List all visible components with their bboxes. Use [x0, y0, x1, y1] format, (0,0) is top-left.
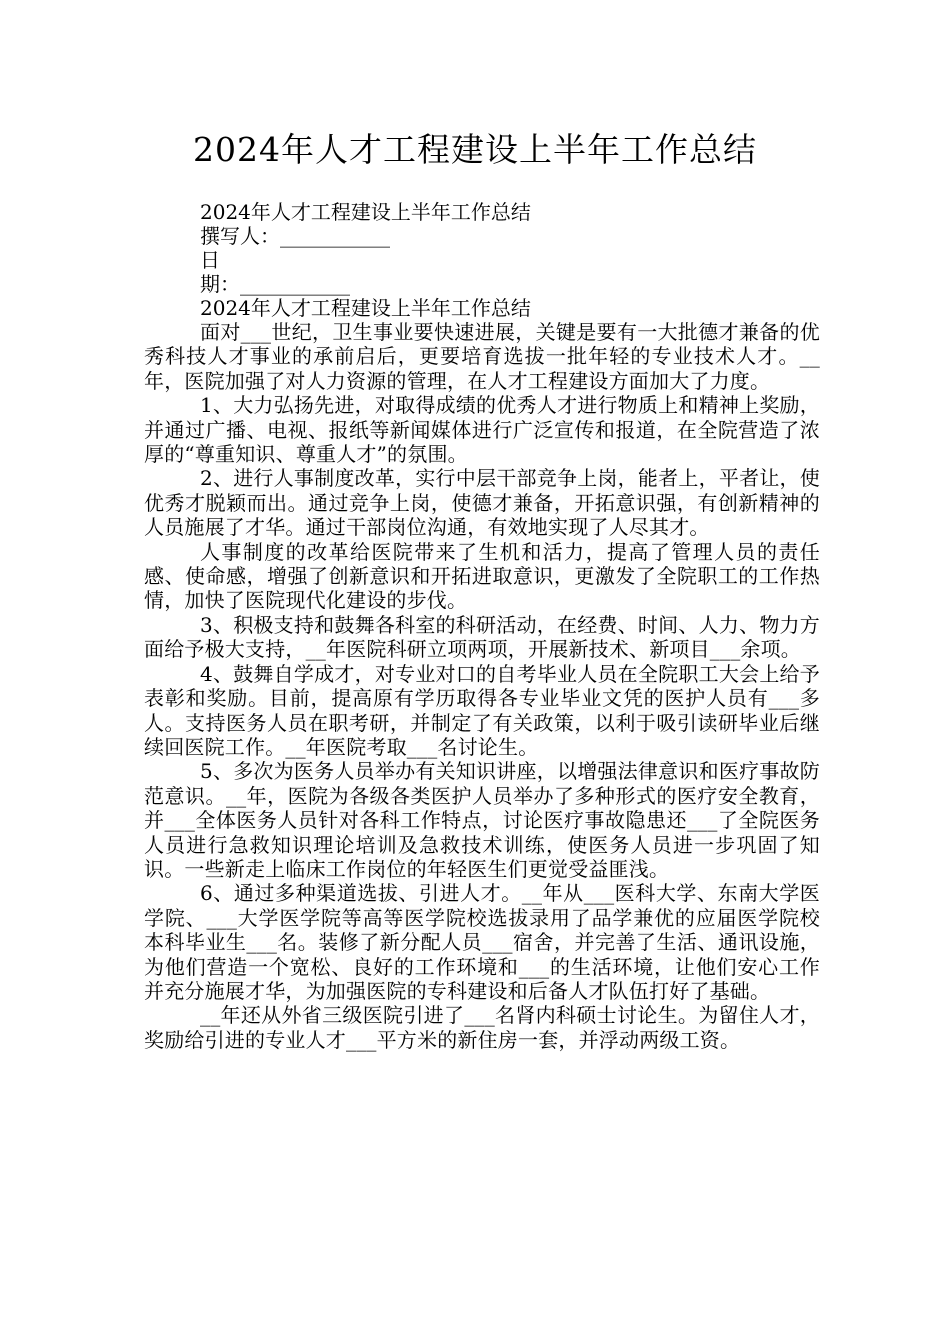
paragraph-1: 1、大力弘扬先进，对取得成绩的优秀人才进行物质上和精神上奖励，并通过广播、电视、报纸等新闻媒体进行广泛宣传和报道，在全院营造了浓厚的“尊重知识、尊重人才”的氛围。 — [144, 393, 820, 467]
document-body — [144, 320, 820, 1052]
paragraph-5: 5、多次为医务人员举办有关知识讲座，以增强法律意识和医疗事故防范意识。__年，医院为各级各类医护人员举办了多种形式的医疗安全教育，并___全体医务人员针对各科工作特点，讨论医疗事故隐患还___了全院医务人员进行急救知识理论培训及急救技术训练，使医务人员进一步巩固了知识。一些新走上临床工作岗位的年轻医生们更觉受益匪浅。 — [144, 759, 820, 881]
paragraph-3: 3、积极支持和鼓舞各科室的科研活动，在经费、时间、人力、物力方面给予极大支持，__年医院科研立项两项，开展新技术、新项目___余项。 — [144, 612, 820, 662]
document-title: 2024年人才工程建设上半年工作总结 — [193, 130, 757, 169]
paragraph-6: 6、通过多种渠道选拔、引进人才。__年从___医科大学、东南大学医学院、___大学医学院等高等医学院校选拔录用了品学兼优的应届医学院校本科毕业生___名。装修了新分配人员___宿舍，并完善了生活、通讯设施，为他们营造一个宽松、良好的工作环境和___的生活环境，让他们安心工作并充分施展才华，为加强医院的专科建设和后备人才队伍打好了基础。 — [144, 881, 820, 1003]
paragraph-4: 4、鼓舞自学成才，对专业对口的自考毕业人员在全院职工大会上给予表彰和奖励。目前，提高原有学历取得各专业毕业文凭的医护人员有___多人。支持医务人员在职考研，并制定了有关政策，以利于吸引读研毕业后继续回医院工作。__年医院考取___名讨论生。 — [144, 661, 820, 759]
author-line: 撰写人：___________ — [200, 224, 390, 248]
date-line: 期：___________ — [200, 272, 350, 296]
paragraph-2-note: 人事制度的改革给医院带来了生机和活力，提高了管理人员的责任感、使命感，增强了创新意识和开拓进取意识，更激发了全院职工的工作热情，加快了医院现代化建设的步伐。 — [144, 539, 820, 613]
document-subtitle-repeat: 2024年人才工程建设上半年工作总结 — [200, 296, 531, 320]
date-label: 日 — [200, 248, 220, 272]
paragraph-6-note: __年还从外省三级医院引进了___名肾内科硕士讨论生。为留住人才，奖励给引进的专业人才___平方米的新住房一套，并浮动两级工资。 — [144, 1003, 820, 1052]
paragraph-intro: 面对___世纪，卫生事业要快速进展，关键是要有一大批德才兼备的优秀科技人才事业的承前启后，更要培育选拔一批年轻的专业技术人才。__年，医院加强了对人力资源的管理，在人才工程建设方面加大了力度。 — [144, 320, 820, 393]
document-subtitle: 2024年人才工程建设上半年工作总结 — [200, 200, 531, 224]
paragraph-2: 2、进行人事制度改革，实行中层干部竞争上岗，能者上，平者让，使优秀才脱颖而出。通过竞争上岗，使德才兼备，开拓意识强，有创新精神的人员施展了才华。通过干部岗位沟通，有效地实现了人尽其才。 — [144, 466, 820, 540]
